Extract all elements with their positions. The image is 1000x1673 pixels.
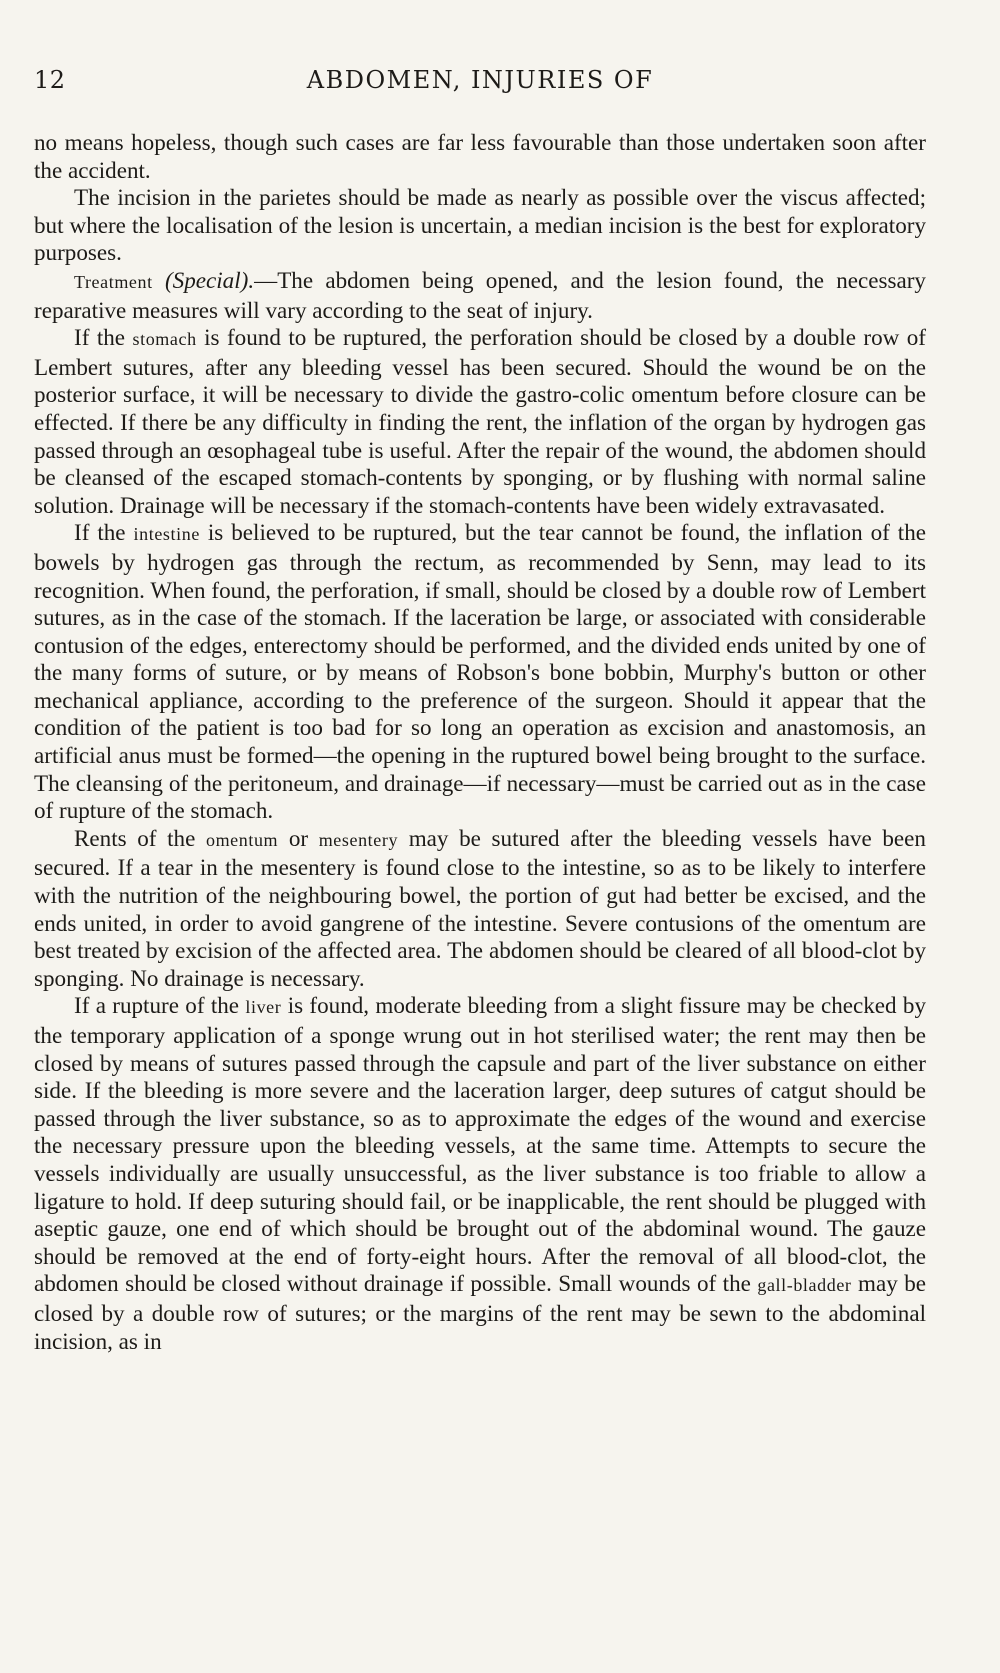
paragraph-text: The incision in the parietes should be made as nearly as possible over the viscus affected; but where the localisation of the lesion is uncertain, a median incision is the best for exploratory purposes. <box>34 184 926 266</box>
paragraph-liver <box>34 992 926 1355</box>
paragraph-continuation <box>34 129 926 184</box>
paragraph-omentum <box>34 825 926 993</box>
organ-term-liver: liver <box>245 997 282 1018</box>
paragraph-text: is found to be ruptured, the perforation should be closed by a double row of Lembert sutures, after any bleeding vessel has been secured. Should the wound be on the posterior surface, it will be necessary to divide the gastro-colic omentum before closure can be effected. If there be any difficulty in finding the rent, the inflation of the organ by hydrogen gas passed through an œsophageal tube is useful. After the repair of the wound, the abdomen should be cleansed of the escaped stomach-contents by sponging, or by flushing with normal saline solution. Drainage will be necessary if the stomach-contents have been widely extravasated. <box>34 324 926 518</box>
body-text <box>34 129 926 1355</box>
organ-term-stomach: stomach <box>132 329 197 350</box>
organ-term-mesentery: mesentery <box>318 829 399 850</box>
paragraph-lead-in: If the <box>74 324 126 351</box>
paragraph-lead-in: If the <box>74 519 126 546</box>
section-lead: Treatment <box>74 271 153 292</box>
paragraph-text: may be sutured after the bleeding vessels have been secured. If a tear in the mesentery is found close to the intestine, so as to be likely to interfere with the nutrition of the neighbouring bowel, the portion of gut had better be excised, and the ends united, in order to avoid gangrene of the intestine. Severe contusions of the omentum are best treated by excision of the affected area. The abdomen should be cleared of all blood-clot by sponging. No drainage is necessary. <box>34 824 926 991</box>
paragraph-text: is believed to be ruptured, but the tear cannot be found, the inflation of the bowels by hydrogen gas through the rectum, as recommended by Senn, may lead to its recognition. When found, the perforation, if small, should be closed by a double row of Lembert sutures, as in the case of the stomach. If the laceration be large, or associated with considerable contusion of the edges, enterectomy should be performed, and the divided ends united by one of the many forms of suture, or by means of Robson's bone bobbin, Murphy's button or other mechanical appliance, according to the preference of the surgeon. Should it appear that the condition of the patient is too bad for so long an operation as excision and anastomosis, an artificial anus must be formed—the opening in the ruptured bowel being brought to the surface. The cleansing of the peritoneum, and drainage—if necessary—must be carried out as in the case of rupture of the stomach. <box>34 519 926 824</box>
organ-term-intestine: intestine <box>133 524 200 545</box>
page-number: 12 <box>34 66 66 94</box>
paragraph-text: no means hopeless, though such cases are far less favourable than those undertaken soon after the accident. <box>34 129 926 183</box>
organ-term-gall-bladder: gall-bladder <box>757 1275 852 1296</box>
paragraph-lead-in: If a rupture of the <box>74 992 240 1019</box>
running-head: ABDOMEN, INJURIES OF <box>306 66 654 94</box>
paragraph-intestine <box>34 519 926 825</box>
paragraph-treatment <box>34 267 926 324</box>
paragraph-incision <box>34 184 926 267</box>
page-header <box>34 66 926 106</box>
paragraph-text: is found, moderate bleeding from a slight fissure may be checked by the temporary application of a sponge wrung out in hot sterilised water; the rent may then be closed by means of sutures passed through the capsule and part of the liver substance on either side. If the bleeding is more severe and the laceration larger, deep sutures of catgut should be passed through the liver substance, so as to approximate the edges of the wound and exercise the necessary pressure upon the bleeding vessels, at the same time. Attempts to secure the vessels individually are usually unsuccessful, as the liver substance is too friable to allow a ligature to hold. If deep suturing should fail, or be inapplicable, the rent should be plugged with aseptic gauze, one end of which should be brought out of the abdominal wound. The gauze should be removed at the end of forty-eight hours. After the removal of all blood-clot, the abdomen should be closed without drainage if possible. Small wounds of the <box>34 992 927 1297</box>
paragraph-lead-in: Rents of the <box>74 824 196 851</box>
paragraph-text: —The abdomen being opened, and the lesion found, the necessary reparative measures will vary according to the seat of injury. <box>34 266 926 323</box>
paragraph-stomach <box>34 324 926 519</box>
paragraph-text-continued: may be closed by a double row of sutures; or the margins of the rent may be sewn to the abdominal incision, as in <box>34 1270 926 1354</box>
organ-term-omentum: omentum <box>205 829 279 850</box>
paragraph-connector: or <box>288 824 309 851</box>
section-lead-italic: (Special). <box>164 266 255 293</box>
